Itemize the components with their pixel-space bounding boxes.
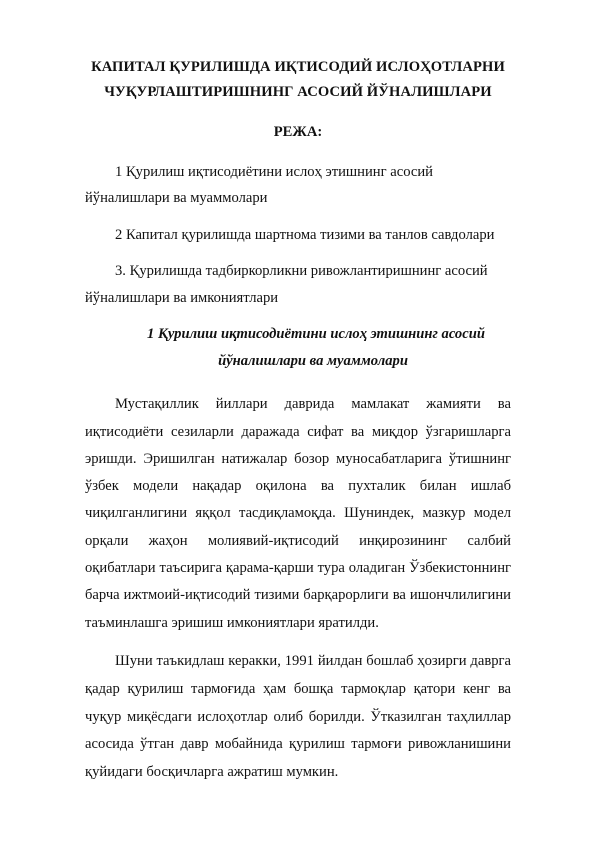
- document-title-line-2: ЧУҚУРЛАШТИРИШНИНГ АСОСИЙ ЙЎНАЛИШЛАРИ: [104, 84, 492, 100]
- plan-heading: РЕЖА:: [273, 124, 323, 140]
- paragraph-1-line-8: барча ижтмоий-иқтисодий тизими барқарорлиги ва ишончлилигини: [85, 587, 511, 603]
- paragraph-2-line-5: қуйидаги босқичларга ажратиш мумкин.: [85, 764, 339, 780]
- paragraph-2-line-2: қадар қурилиш тармоғида ҳам бошқа тармоқлар қатори кенг ва: [85, 681, 511, 697]
- paragraph-1-line-7: оқибатлари таъсирига қарама-қарши тура оладиган Ўзбекистоннинг: [85, 560, 511, 576]
- section-heading-line-2: йўналишлари ва муаммолари: [218, 353, 408, 369]
- paragraph-2-line-4: асосида ўтган давр мобайнида қурилиш тармоғи ривожланишини: [85, 736, 511, 752]
- plan-item-3-line-1: 3. Қурилишда тадбиркорликни ривожлантиришнинг асосий: [115, 263, 488, 279]
- paragraph-2-line-1: Шуни таъкидлаш керакки, 1991 йилдан бошлаб ҳозирги даврга: [115, 653, 511, 669]
- plan-item-2: 2 Капитал қурилишда шартнома тизими ва танлов савдолари: [115, 227, 495, 243]
- section-heading-line-1: 1 Қурилиш иқтисодиётини ислоҳ этишнинг асосий: [147, 326, 485, 342]
- paragraph-1-line-9: таъминлашга эришиш имкониятлари яратилди.: [85, 615, 379, 631]
- plan-item-1-line-2: йўналишлари ва муаммолари: [85, 190, 268, 206]
- paragraph-1-line-4: ўзбек модели нақадар оқилона ва пухталик билан ишлаб: [85, 478, 511, 494]
- plan-item-1-line-1: 1 Қурилиш иқтисодиётини ислоҳ этишнинг асосий: [115, 164, 433, 180]
- plan-item-3-line-2: йўналишлари ва имкониятлари: [85, 290, 279, 306]
- paragraph-1-line-6: орқали жаҳон молиявий-иқтисодий инқирозининг салбий: [85, 533, 511, 549]
- paragraph-2-line-3: чуқур миқёсдаги ислоҳотлар олиб борилди. Ўтказилган таҳлиллар: [85, 709, 511, 725]
- paragraph-1-line-1: Мустақиллик йиллари даврида мамлакат жамияти ва: [115, 396, 511, 412]
- paragraph-1-line-5: чиқилганлигини яққол тасдиқламоқда. Шуниндек, мазкур модел: [85, 505, 511, 521]
- document-title-line-1: КАПИТАЛ ҚУРИЛИШДА ИҚТИСОДИЙ ИСЛОҲОТЛАРНИ: [91, 59, 505, 75]
- paragraph-1-line-3: эришди. Эришилган натижалар бозор муносабатларига ўтишнинг: [85, 451, 511, 467]
- paragraph-1-line-2: иқтисодиёти сезиларли даражада сифат ва миқдор ўзгаришларга: [85, 424, 511, 440]
